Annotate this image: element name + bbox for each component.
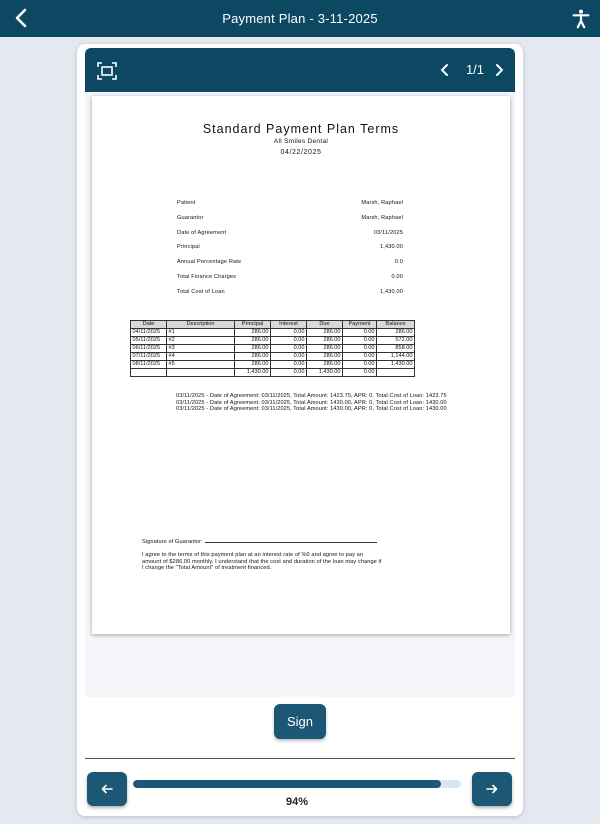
col-due: Due xyxy=(307,321,343,329)
previous-page-icon[interactable] xyxy=(437,62,453,78)
col-date: Date xyxy=(131,321,167,329)
field-total-cost: Total Cost of Loan 1,430.00 xyxy=(177,288,403,295)
table-totals-row: 1,430.00 0.00 1,430.00 0.00 xyxy=(131,369,415,377)
field-guarantor: Guarantor Marsh, Raphael xyxy=(177,214,403,221)
table-row: 08/11/2025 #5 286.00 0.00 286.00 0.00 1,430.00 xyxy=(132,361,413,367)
table-row: 06/11/2025 #3 286.00 0.00 286.00 0.00 858.00 xyxy=(132,345,413,351)
page-title: Payment Plan - 3-11-2025 xyxy=(222,11,378,26)
table-row: 05/11/2025 #2 286.00 0.00 286.00 0.00 572.00 xyxy=(132,337,413,343)
field-principal: Principal 1,430.00 xyxy=(177,244,403,251)
top-app-bar xyxy=(0,0,600,37)
document-card xyxy=(77,44,523,816)
practice-name: All Smiles Dental xyxy=(273,138,329,145)
history-note: 03/11/2025 - Date of Agreement: 03/11/2025, Total Amount: 1423.75, APR: 0, Total Cost of Loan: 1423.75 xyxy=(176,393,447,399)
next-page-icon[interactable] xyxy=(491,62,507,78)
table-row: 04/11/2025 #1 286.00 0.00 286.00 0.00 286.00 xyxy=(132,329,413,335)
plan-summary xyxy=(177,200,403,304)
agreement-text: I agree to the terms of this payment plan at an interest rate of %0 and agree to pay an amount of $286.00 monthly. I understand that the cost and duration of the loan may change if I change the "Total Amount" of treatment financed. xyxy=(142,552,382,572)
table-header-row xyxy=(131,321,415,329)
col-payment: Payment xyxy=(343,321,377,329)
document-viewer[interactable] xyxy=(85,92,515,697)
col-description: Description xyxy=(167,321,235,329)
progress-bar xyxy=(133,780,461,788)
signature-blank xyxy=(205,538,377,543)
arrow-left-icon xyxy=(101,783,113,795)
history-note: 03/11/2025 - Date of Agreement: 03/11/2025, Total Amount: 1430.00, APR: 0, Total Cost of Loan: 1430.00 xyxy=(176,406,447,413)
col-interest: Interest xyxy=(271,321,307,329)
chevron-left-icon[interactable] xyxy=(10,6,34,30)
field-date-of-agreement: Date of Agreement 03/11/2025 xyxy=(177,229,403,236)
payment-schedule-table xyxy=(130,320,415,377)
previous-step-button[interactable] xyxy=(87,772,127,806)
field-patient: Patient Marsh, Raphael xyxy=(177,200,403,206)
sign-button[interactable]: Sign xyxy=(274,704,326,739)
agreement-history xyxy=(176,393,448,413)
arrow-right-icon xyxy=(486,783,498,795)
divider xyxy=(85,758,515,759)
field-apr: Annual Percentage Rate 0.0 xyxy=(177,259,403,266)
progress-fill xyxy=(133,780,441,788)
viewer-toolbar xyxy=(85,48,515,92)
document-page xyxy=(92,96,510,634)
col-principal: Principal xyxy=(235,321,271,329)
field-finance-charges: Total Finance Charges 0.00 xyxy=(177,273,403,280)
next-step-button[interactable] xyxy=(472,772,512,806)
document-date: 04/22/2025 xyxy=(280,149,322,156)
accessibility-icon[interactable] xyxy=(570,8,592,30)
signature-label: Signature of Guarantor: xyxy=(142,539,203,545)
table-row: 07/11/2025 #4 286.00 0.00 286.00 0.00 1,144.00 xyxy=(132,353,413,359)
document-title: Standard Payment Plan Terms xyxy=(202,122,400,136)
page-indicator: 1/1 xyxy=(465,62,485,77)
fit-screen-icon[interactable] xyxy=(97,62,117,80)
progress-label: 94% xyxy=(285,796,309,808)
col-balance: Balance xyxy=(377,321,415,329)
signature-line xyxy=(142,538,377,545)
history-note: 03/11/2025 - Date of Agreement: 03/11/2025, Total Amount: 1430.00, APR: 0, Total Cost of Loan: 1430.00 xyxy=(176,399,447,406)
